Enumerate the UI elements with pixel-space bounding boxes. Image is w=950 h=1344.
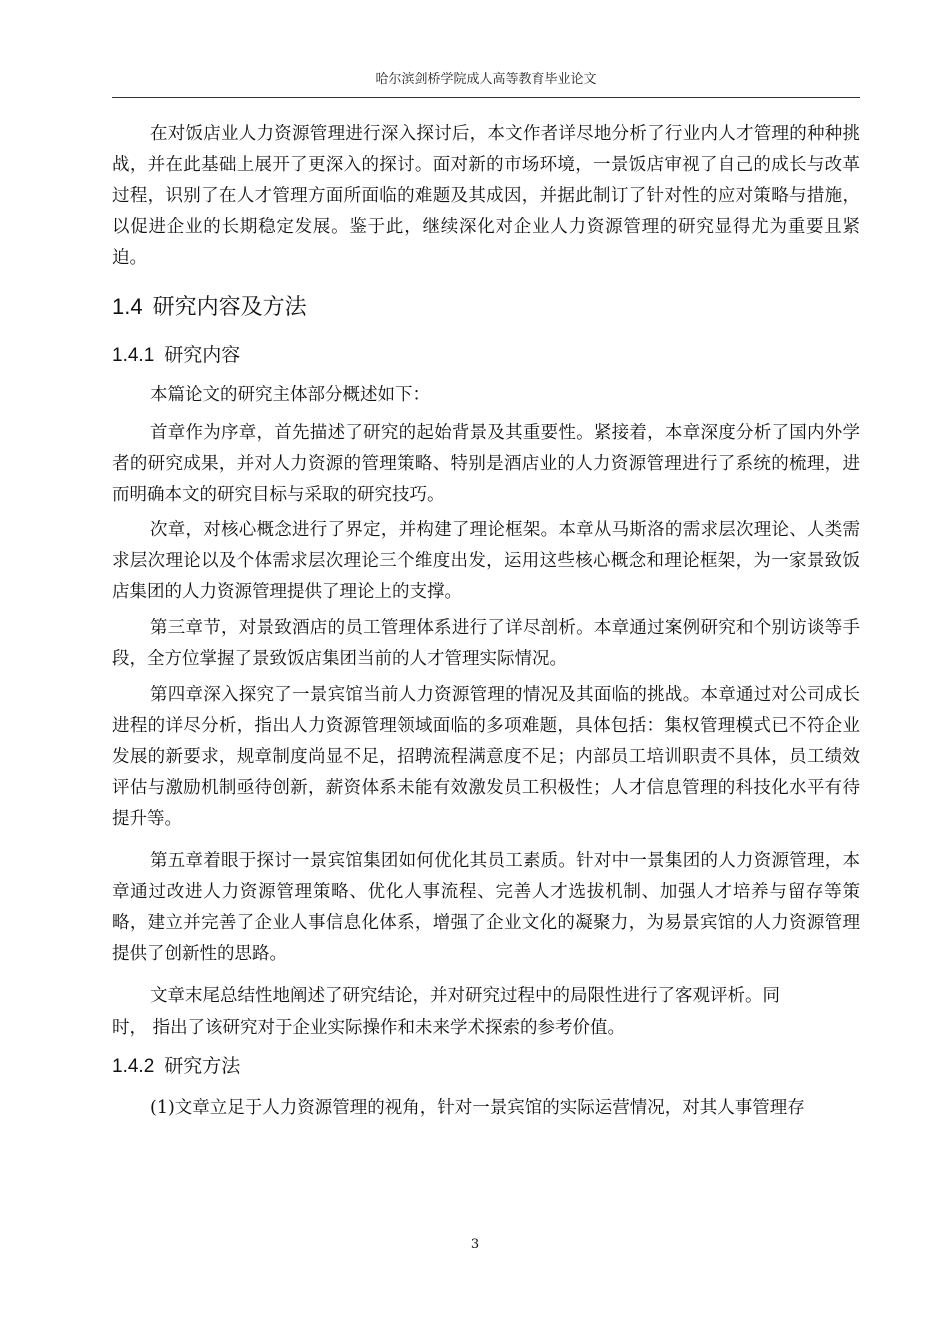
paragraph-chapter-3: 第三章节，对景致酒店的员工管理体系进行了详尽剖析。本章通过案例研究和个别访谈等手段，全方位掌握了景致饭店集团当前的人才管理实际情况。 (112, 618, 860, 669)
subsection-title: 研究方法 (164, 1055, 241, 1077)
header-rule (112, 97, 860, 98)
paragraph-overview: 本篇论文的研究主体部分概述如下： (150, 385, 430, 405)
paragraph-chapter-1: 首章作为序章，首先描述了研究的起始背景及其重要性。紧接着，本章深度分析了国内外学者的研究成果，并对人力资源的管理策略、特别是酒店业的人力资源管理进行了系统的梳理，进而明确本文的研究目标与采取的研究技巧。 (112, 423, 860, 505)
paragraph-chapter-2: 次章，对核心概念进行了界定，并构建了理论框架。本章从马斯洛的需求层次理论、人类需求层次理论以及个体需求层次理论三个维度出发，运用这些核心概念和理论框架，为一家景致饭店集团的人力资源管理提供了理论上的支撑。 (112, 520, 860, 602)
subsection-heading-1-4-2 (112, 1051, 240, 1078)
subsection-heading-1-4-1 (112, 340, 240, 367)
section-number: 1.4 (112, 294, 143, 319)
paragraph-chapter-4: 第四章深入探究了一景宾馆当前人力资源管理的情况及其面临的挑战。本章通过对公司成长进程的详尽分析，指出人力资源管理领域面临的多项难题，具体包括：集权管理模式已不符企业发展的新要求，规章制度尚显不足，招聘流程满意度不足；内部员工培训职责不具体，员工绩效评估与激励机制亟待创新，薪资体系未能有效激发员工积极性；人才信息管理的科技化水平有待提升等。 (112, 685, 860, 829)
section-heading-1-4 (112, 290, 307, 321)
paragraph-method-1: (1)文章立足于人力资源管理的视角，针对一景宾馆的实际运营情况，对其人事管理存 (150, 1098, 805, 1118)
subsection-title: 研究内容 (164, 344, 241, 366)
paragraph-conclusion-line-1: 文章末尾总结性地阐述了研究结论，并对研究过程中的局限性进行了客观评析。同 (150, 986, 780, 1006)
paragraph-chapter-5: 第五章着眼于探讨一景宾馆集团如何优化其员工素质。针对中一景集团的人力资源管理，本章通过改进人力资源管理策略、优化人事流程、完善人才选拔机制、加强人才培养与留存等策略，建立并完善了企业人事信息化体系，增强了企业文化的凝聚力，为易景宾馆的人力资源管理提供了创新性的思路。 (112, 851, 860, 964)
paragraph-conclusion-line-2: 时， 指出了该研究对于企业实际操作和未来学术探索的参考价值。 (112, 1018, 626, 1038)
subsection-number: 1.4.2 (112, 1056, 155, 1077)
section-title: 研究内容及方法 (152, 295, 307, 320)
subsection-number: 1.4.1 (112, 345, 155, 366)
page-header: 哈尔滨剑桥学院成人高等教育毕业论文 (375, 72, 597, 87)
paragraph-intro-summary: 在对饭店业人力资源管理进行深入探讨后，本文作者详尽地分析了行业内人才管理的种种挑战，并在此基础上展开了更深入的探讨。面对新的市场环境，一景饭店审视了自己的成长与改革过程，识别了在人才管理方面所面临的难题及其成因，并据此制订了针对性的应对策略与措施，以促进企业的长期稳定发展。鉴于此，继续深化对企业人力资源管理的研究显得尤为重要且紧迫。 (112, 124, 860, 268)
page-number: 3 (470, 1237, 480, 1252)
